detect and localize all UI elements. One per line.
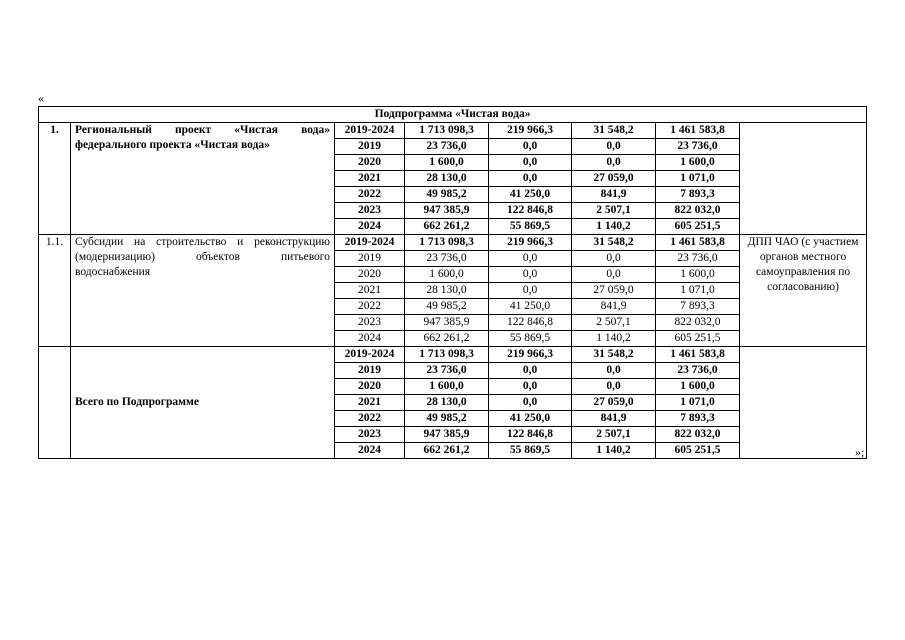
amount-cell: 1 600,0 bbox=[656, 379, 740, 395]
amount-cell: 662 261,2 bbox=[405, 219, 489, 235]
amount-cell: 605 251,5 bbox=[656, 219, 740, 235]
period-cell: 2021 bbox=[335, 395, 405, 411]
amount-cell: 1 713 098,3 bbox=[405, 347, 489, 363]
period-cell: 2023 bbox=[335, 427, 405, 443]
amount-cell: 1 140,2 bbox=[572, 331, 656, 347]
period-cell: 2019 bbox=[335, 363, 405, 379]
amount-cell: 1 140,2 bbox=[572, 443, 656, 459]
amount-cell: 1 600,0 bbox=[405, 155, 489, 171]
amount-cell: 31 548,2 bbox=[572, 123, 656, 139]
amount-cell: 0,0 bbox=[572, 251, 656, 267]
period-cell: 2019-2024 bbox=[335, 123, 405, 139]
amount-cell: 28 130,0 bbox=[405, 171, 489, 187]
amount-cell: 0,0 bbox=[489, 395, 572, 411]
table-row bbox=[39, 235, 867, 251]
table-row bbox=[39, 123, 867, 139]
amount-cell: 7 893,3 bbox=[656, 299, 740, 315]
amount-cell: 55 869,5 bbox=[489, 443, 572, 459]
period-cell: 2019 bbox=[335, 139, 405, 155]
closing-quote: »; bbox=[855, 445, 865, 459]
amount-cell: 122 846,8 bbox=[489, 203, 572, 219]
amount-cell: 23 736,0 bbox=[405, 251, 489, 267]
amount-cell: 662 261,2 bbox=[405, 443, 489, 459]
amount-cell: 1 600,0 bbox=[405, 267, 489, 283]
period-cell: 2020 bbox=[335, 155, 405, 171]
amount-cell: 49 985,2 bbox=[405, 411, 489, 427]
period-cell: 2020 bbox=[335, 379, 405, 395]
amount-cell: 23 736,0 bbox=[656, 363, 740, 379]
amount-cell: 1 600,0 bbox=[656, 267, 740, 283]
amount-cell: 27 059,0 bbox=[572, 283, 656, 299]
amount-cell: 0,0 bbox=[489, 379, 572, 395]
amount-cell: 122 846,8 bbox=[489, 427, 572, 443]
amount-cell: 28 130,0 bbox=[405, 283, 489, 299]
amount-cell: 947 385,9 bbox=[405, 203, 489, 219]
amount-cell: 1 071,0 bbox=[656, 171, 740, 187]
amount-cell: 2 507,1 bbox=[572, 315, 656, 331]
amount-cell: 27 059,0 bbox=[572, 171, 656, 187]
amount-cell: 0,0 bbox=[489, 171, 572, 187]
amount-cell: 841,9 bbox=[572, 187, 656, 203]
amount-cell: 23 736,0 bbox=[405, 363, 489, 379]
amount-cell: 1 713 098,3 bbox=[405, 123, 489, 139]
section-name: Всего по Подпрограмме bbox=[71, 347, 335, 459]
subprogram-title: Подпрограмма «Чистая вода» bbox=[39, 107, 867, 123]
amount-cell: 27 059,0 bbox=[572, 395, 656, 411]
amount-cell: 2 507,1 bbox=[572, 203, 656, 219]
executor-cell: ДПП ЧАО (с участием органов местного самоуправления по согласованию) bbox=[740, 235, 867, 347]
section-index: 1. bbox=[39, 123, 71, 235]
amount-cell: 31 548,2 bbox=[572, 235, 656, 251]
amount-cell: 662 261,2 bbox=[405, 331, 489, 347]
amount-cell: 1 713 098,3 bbox=[405, 235, 489, 251]
amount-cell: 0,0 bbox=[489, 283, 572, 299]
section-name: Региональный проект «Чистая вода» федерального проекта «Чистая вода» bbox=[71, 123, 335, 235]
amount-cell: 23 736,0 bbox=[656, 139, 740, 155]
amount-cell: 605 251,5 bbox=[656, 443, 740, 459]
amount-cell: 49 985,2 bbox=[405, 299, 489, 315]
amount-cell: 219 966,3 bbox=[489, 123, 572, 139]
section-index bbox=[39, 347, 71, 459]
amount-cell: 31 548,2 bbox=[572, 347, 656, 363]
period-cell: 2019-2024 bbox=[335, 347, 405, 363]
amount-cell: 0,0 bbox=[489, 155, 572, 171]
amount-cell: 1 071,0 bbox=[656, 283, 740, 299]
amount-cell: 0,0 bbox=[489, 363, 572, 379]
opening-quote: « bbox=[38, 91, 44, 105]
amount-cell: 122 846,8 bbox=[489, 315, 572, 331]
amount-cell: 219 966,3 bbox=[489, 347, 572, 363]
period-cell: 2019 bbox=[335, 251, 405, 267]
amount-cell: 49 985,2 bbox=[405, 187, 489, 203]
period-cell: 2023 bbox=[335, 203, 405, 219]
period-cell: 2022 bbox=[335, 187, 405, 203]
section-index: 1.1. bbox=[39, 235, 71, 347]
period-cell: 2020 bbox=[335, 267, 405, 283]
amount-cell: 0,0 bbox=[572, 363, 656, 379]
amount-cell: 0,0 bbox=[572, 267, 656, 283]
amount-cell: 2 507,1 bbox=[572, 427, 656, 443]
period-cell: 2024 bbox=[335, 331, 405, 347]
amount-cell: 0,0 bbox=[572, 155, 656, 171]
amount-cell: 7 893,3 bbox=[656, 187, 740, 203]
amount-cell: 822 032,0 bbox=[656, 315, 740, 331]
amount-cell: 1 461 583,8 bbox=[656, 347, 740, 363]
amount-cell: 1 140,2 bbox=[572, 219, 656, 235]
amount-cell: 23 736,0 bbox=[405, 139, 489, 155]
period-cell: 2024 bbox=[335, 443, 405, 459]
amount-cell: 41 250,0 bbox=[489, 187, 572, 203]
amount-cell: 1 071,0 bbox=[656, 395, 740, 411]
period-cell: 2022 bbox=[335, 411, 405, 427]
period-cell: 2024 bbox=[335, 219, 405, 235]
amount-cell: 605 251,5 bbox=[656, 331, 740, 347]
table-title-row bbox=[39, 107, 867, 123]
amount-cell: 1 600,0 bbox=[656, 155, 740, 171]
amount-cell: 0,0 bbox=[489, 139, 572, 155]
amount-cell: 41 250,0 bbox=[489, 299, 572, 315]
period-cell: 2021 bbox=[335, 171, 405, 187]
amount-cell: 0,0 bbox=[572, 139, 656, 155]
amount-cell: 822 032,0 bbox=[656, 203, 740, 219]
amount-cell: 947 385,9 bbox=[405, 315, 489, 331]
amount-cell: 841,9 bbox=[572, 411, 656, 427]
amount-cell: 23 736,0 bbox=[656, 251, 740, 267]
period-cell: 2022 bbox=[335, 299, 405, 315]
amount-cell: 0,0 bbox=[489, 267, 572, 283]
executor-cell bbox=[740, 123, 867, 235]
period-cell: 2023 bbox=[335, 315, 405, 331]
amount-cell: 0,0 bbox=[572, 379, 656, 395]
amount-cell: 41 250,0 bbox=[489, 411, 572, 427]
amount-cell: 841,9 bbox=[572, 299, 656, 315]
amount-cell: 1 461 583,8 bbox=[656, 123, 740, 139]
amount-cell: 7 893,3 bbox=[656, 411, 740, 427]
amount-cell: 947 385,9 bbox=[405, 427, 489, 443]
period-cell: 2021 bbox=[335, 283, 405, 299]
amount-cell: 219 966,3 bbox=[489, 235, 572, 251]
amount-cell: 1 600,0 bbox=[405, 379, 489, 395]
section-name: Субсидии на строительство и реконструкцию (модернизацию) объектов питьевого водоснабжения bbox=[71, 235, 335, 347]
amount-cell: 55 869,5 bbox=[489, 331, 572, 347]
period-cell: 2019-2024 bbox=[335, 235, 405, 251]
amount-cell: 1 461 583,8 bbox=[656, 235, 740, 251]
amount-cell: 0,0 bbox=[489, 251, 572, 267]
amount-cell: 55 869,5 bbox=[489, 219, 572, 235]
amount-cell: 28 130,0 bbox=[405, 395, 489, 411]
executor-cell bbox=[740, 347, 867, 459]
amount-cell: 822 032,0 bbox=[656, 427, 740, 443]
subprogram-table bbox=[38, 106, 867, 459]
table-row bbox=[39, 347, 867, 363]
